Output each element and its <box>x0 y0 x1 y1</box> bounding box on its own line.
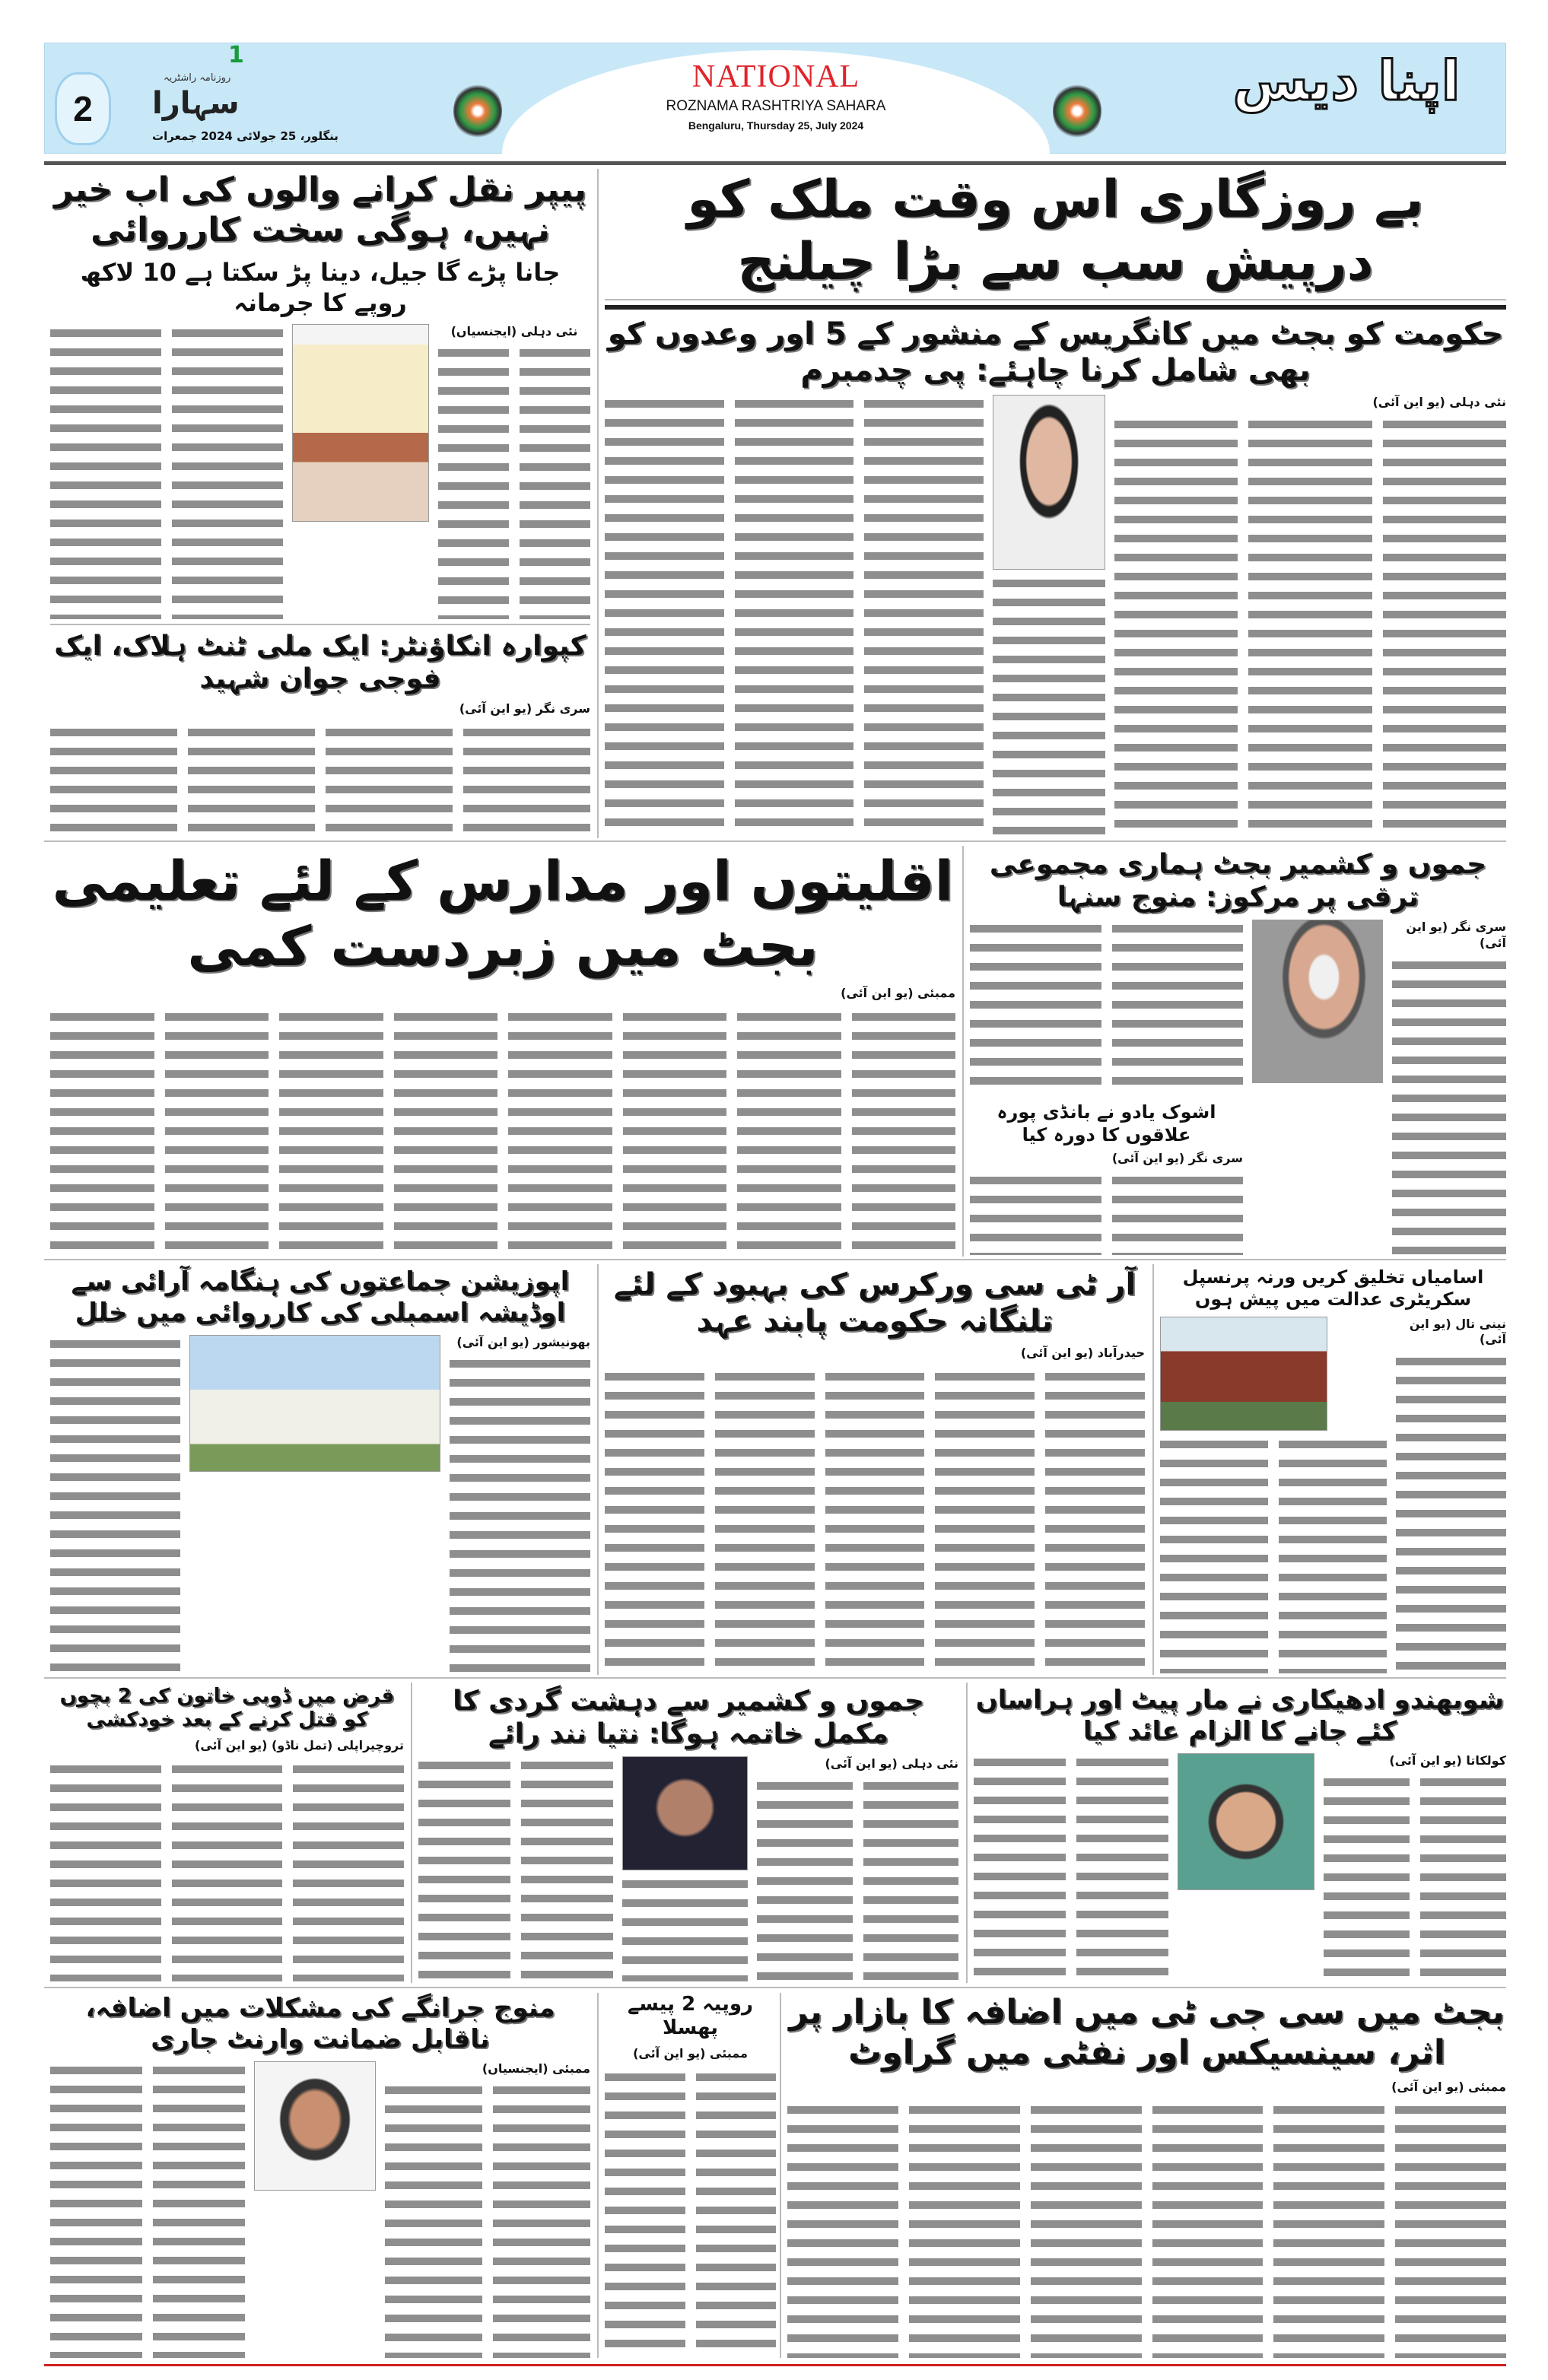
dateline: نینی تال (یو این آئی) <box>1409 1316 1506 1347</box>
divider <box>44 161 1506 165</box>
text-column <box>715 1368 815 1673</box>
logo-subtitle: روزنامہ راشٹریہ <box>164 72 231 84</box>
column-divider <box>597 1264 599 1675</box>
column-divider <box>780 1993 781 2358</box>
article-body <box>1392 956 1506 1255</box>
story-content <box>974 1753 1506 1981</box>
headline: شوبھندو ادھیکاری نے مار پیٹ اور ہراساں کئے جانے کا الزام عائد کیا <box>975 1685 1505 1746</box>
text-column <box>50 1760 161 1981</box>
story-content <box>605 395 1506 837</box>
story-rupee <box>605 1993 776 2358</box>
dateline: ممبئی (یو این آئی) <box>633 2046 748 2061</box>
divider <box>605 299 1506 310</box>
page-number: 2 <box>55 72 111 145</box>
article-body <box>1160 1435 1387 1673</box>
article-body <box>50 324 283 619</box>
text-column <box>50 2061 142 2358</box>
text-column <box>1045 1368 1145 1673</box>
sun-burst-icon <box>453 82 502 140</box>
article-body <box>1396 1352 1506 1673</box>
text-column <box>1160 1435 1268 1673</box>
story-kupwara <box>50 630 590 837</box>
text-column <box>1392 956 1506 1255</box>
story-side <box>1114 395 1506 837</box>
supreme-court-photo <box>292 324 429 522</box>
headline: روپیہ 2 پیسے پھسلا <box>627 1993 753 2040</box>
text-column <box>1112 1171 1244 1255</box>
dateline: کولکاتا (یو این آئی) <box>1389 1752 1506 1768</box>
story-side <box>438 324 590 619</box>
lead-subheadline: حکومت کو بجٹ میں کانگریس کے منشور کے 5 اور وعدوں کو بھی شامل کرنا چاہئے: پی چدمبرم <box>607 316 1504 389</box>
suvendu-adhikari-photo <box>1178 1753 1314 1890</box>
text-column <box>605 1368 704 1673</box>
story-unemployment <box>605 169 1506 837</box>
dateline: ممبئی (یو این آئی) <box>841 985 955 1000</box>
article-body <box>993 574 1105 837</box>
dateline: نئی دہلی (یو این آئی) <box>1372 395 1506 410</box>
text-column <box>450 1355 590 1673</box>
dateline: سری نگر (یو این آئی) <box>1406 920 1506 951</box>
text-column <box>50 723 177 837</box>
text-column <box>935 1368 1035 1673</box>
text-column <box>757 1777 853 1981</box>
text-column <box>438 344 509 619</box>
text-column <box>974 1753 1066 1981</box>
dateline: تروچیراپلی (تمل ناڈو) (یو این آئی) <box>195 1738 404 1753</box>
headline: جموں و کشمیر سے دہشت گردی کا مکمل خاتمہ ہوگا: نتیا نند رائے <box>453 1686 924 1750</box>
divider <box>44 1677 1506 1679</box>
headline: پیپر نقل کرانے والوں کی اب خیر نہیں، ہوگی سخت کارروائی <box>53 170 587 249</box>
story-paper-leak <box>50 170 590 619</box>
text-column <box>279 1008 383 1255</box>
text-column <box>188 723 315 837</box>
headline: بجٹ میں سی جی ٹی میں اضافہ کا بازار پر اثر، سینسیکس اور نفٹی میں گراوٹ <box>789 1993 1505 2072</box>
manoj-jarange-photo <box>254 2061 376 2191</box>
story-nityanand <box>418 1685 958 1981</box>
story-side <box>1396 1317 1506 1673</box>
article-body <box>605 395 984 837</box>
text-column <box>605 395 724 837</box>
divider <box>44 1987 1506 1988</box>
text-column <box>1395 2101 1506 2358</box>
column-divider <box>597 1993 599 2358</box>
text-column <box>1273 2101 1384 2358</box>
story-jarange <box>50 1993 590 2358</box>
headline: کپوارہ انکاؤنٹر: ایک ملی ٹنٹ ہلاک، ایک فوجی جوان شہید <box>54 631 586 695</box>
text-column <box>909 2101 1020 2358</box>
text-column <box>605 2068 685 2358</box>
story-content <box>1160 1317 1506 1673</box>
story-content <box>50 1335 590 1673</box>
text-column <box>863 1777 959 1981</box>
story-side <box>450 1335 590 1673</box>
photo-column <box>622 1756 748 1981</box>
text-column <box>1076 1753 1168 1981</box>
text-column <box>622 1875 748 1981</box>
dateline: بھونیشور (یو این آئی) <box>456 1334 590 1349</box>
column-divider <box>1152 1264 1154 1675</box>
paper-name: ROZNAMA RASHTRIYA SAHARA <box>666 98 886 114</box>
lead-headline: بے روزگاری اس وقت ملک کو درپیش سب سے بڑا چیلنج <box>687 170 1424 292</box>
story-content <box>418 1756 958 1981</box>
column-divider <box>962 846 964 1257</box>
article-body <box>605 2068 776 2358</box>
story-side <box>1392 920 1506 1255</box>
text-column <box>1031 2101 1142 2358</box>
article-body <box>385 2081 590 2358</box>
dateline: سری نگر (یو این آئی) <box>1111 1151 1243 1166</box>
text-column <box>993 574 1105 837</box>
text-column <box>1420 1773 1506 1981</box>
logo: سہارا <box>152 86 240 121</box>
text-column <box>1114 415 1238 837</box>
text-column <box>50 324 161 619</box>
text-column <box>970 1171 1101 1255</box>
article-body <box>974 1753 1168 1981</box>
urdu-date: بنگلور، 25 جولائی 2024 جمعرات <box>152 129 339 143</box>
text-column <box>1152 2101 1264 2358</box>
text-column <box>1396 1352 1506 1673</box>
story-odisha <box>50 1266 590 1673</box>
text-column <box>172 1760 283 1981</box>
article-body <box>50 723 590 837</box>
story-content <box>50 2061 590 2358</box>
story-minorities <box>50 848 955 1255</box>
column-divider <box>597 169 599 838</box>
headline: اقلیتوں اور مدارس کے لئے تعلیمی بجٹ میں زبردست کمی <box>52 849 954 979</box>
story-side <box>1324 1753 1506 1981</box>
story-side <box>757 1756 958 1981</box>
story-content <box>970 920 1506 1255</box>
photo-column <box>1160 1317 1387 1673</box>
assembly-photo <box>189 1335 440 1472</box>
text-column <box>463 723 590 837</box>
text-column <box>293 1760 404 1981</box>
english-date: Bengaluru, Thursday 25, July 2024 <box>688 119 864 132</box>
text-column <box>787 2101 898 2358</box>
headline: جموں و کشمیر بجٹ ہماری مجموعی ترقی پر مرکوز: منوج سنہا <box>989 849 1487 914</box>
sun-burst-icon <box>1053 82 1101 140</box>
article-body <box>757 1777 958 1981</box>
headline: اسامیاں تخلیق کریں ورنہ پرنسپل سکریٹری عدالت میں پیش ہوں <box>1182 1266 1484 1310</box>
article-body <box>970 1171 1243 1255</box>
story-nainital <box>1160 1266 1506 1673</box>
text-column <box>521 1756 613 1981</box>
court-building-photo <box>1160 1317 1327 1431</box>
bottom-rule <box>44 2364 1506 2366</box>
story-rtc <box>605 1266 1145 1673</box>
story-content <box>50 324 590 619</box>
text-column <box>1383 415 1506 837</box>
dateline: ممبئی (یو این آئی) <box>1391 2079 1506 2094</box>
divider <box>50 624 590 625</box>
photo-column <box>993 395 1105 837</box>
story-sensex <box>787 1993 1506 2358</box>
manoj-sinha-photo <box>1252 920 1383 1083</box>
article-body <box>50 1760 404 1981</box>
text-column <box>165 1008 269 1255</box>
ashok-column <box>970 920 1243 1255</box>
article-body <box>1114 415 1506 837</box>
story-side <box>385 2061 590 2358</box>
logo-number: 1 <box>228 42 244 68</box>
article-body <box>605 1368 1145 1673</box>
dateline: سری نگر (یو این آئی) <box>459 701 590 717</box>
text-column <box>50 1335 180 1673</box>
text-column <box>1248 415 1372 837</box>
story-sinha <box>970 848 1506 1255</box>
text-column <box>623 1008 727 1255</box>
text-column <box>394 1008 498 1255</box>
headline: اپوزیشن جماعتوں کی ہنگامہ آرائی سے اوڈیشہ اسمبلی کی کارروائی میں خلل <box>71 1266 570 1328</box>
column-divider <box>411 1683 412 1983</box>
headline: آر ٹی سی ورکرس کی بہبود کے لئے تلنگانہ حکومت پابند عہد <box>613 1267 1136 1339</box>
text-column <box>153 2061 245 2358</box>
text-column <box>508 1008 612 1255</box>
divider <box>44 840 1506 842</box>
text-column <box>737 1008 841 1255</box>
text-column <box>1279 1435 1387 1673</box>
text-column <box>1112 920 1244 1096</box>
article-body <box>1324 1773 1506 1981</box>
text-column <box>825 1368 925 1673</box>
text-column <box>326 723 453 837</box>
text-column <box>493 2081 590 2358</box>
article-body <box>787 2101 1506 2358</box>
text-column <box>172 324 283 619</box>
nityanand-rai-photo <box>622 1756 748 1870</box>
article-body <box>450 1355 590 1673</box>
dateline: ممبئی (ایجنسیاں) <box>482 2061 590 2076</box>
divider <box>44 1259 1506 1260</box>
dateline: نئی دہلی (ایجنسیاں) <box>450 323 578 338</box>
text-column <box>520 344 590 619</box>
article-body <box>50 1335 180 1673</box>
article-body <box>438 344 590 619</box>
text-column <box>970 920 1101 1096</box>
text-column <box>418 1756 510 1981</box>
text-column <box>50 1008 154 1255</box>
text-column <box>852 1008 956 1255</box>
dateline: حیدرآباد (یو این آئی) <box>1020 1346 1145 1360</box>
text-column <box>385 2081 482 2358</box>
article-body <box>622 1875 748 1981</box>
subheadline: اشوک یادو نے بانڈی پورہ علاقوں کا دورہ کیا <box>997 1101 1216 1146</box>
dateline: نئی دہلی (یو این آئی) <box>825 1756 958 1771</box>
chidambaram-photo <box>993 395 1105 570</box>
article-body <box>50 1008 955 1255</box>
section-title: اپنا دیس <box>1232 49 1461 113</box>
article-body <box>50 2061 245 2358</box>
text-column <box>1324 1773 1410 1981</box>
story-suvendu <box>974 1685 1506 1981</box>
article-body <box>418 1756 613 1981</box>
story-suicide <box>50 1685 404 1981</box>
text-column <box>864 395 984 837</box>
headline: منوج جرانگے کی مشکلات میں اضافہ، ناقابل ضمانت وارنٹ جاری <box>85 1993 555 2054</box>
text-column <box>735 395 854 837</box>
text-column <box>696 2068 777 2358</box>
subheadline: جانا پڑے گا جیل، دینا پڑ سکتا ہے 10 لاکھ روپے کا جرمانہ <box>80 257 561 317</box>
article-body <box>970 920 1243 1096</box>
column-divider <box>966 1683 968 1983</box>
edition-label: NATIONAL <box>691 59 860 94</box>
headline: قرض میں ڈوبی خاتون کی 2 بچوں کو قتل کرنے کے بعد خودکشی <box>59 1685 395 1732</box>
